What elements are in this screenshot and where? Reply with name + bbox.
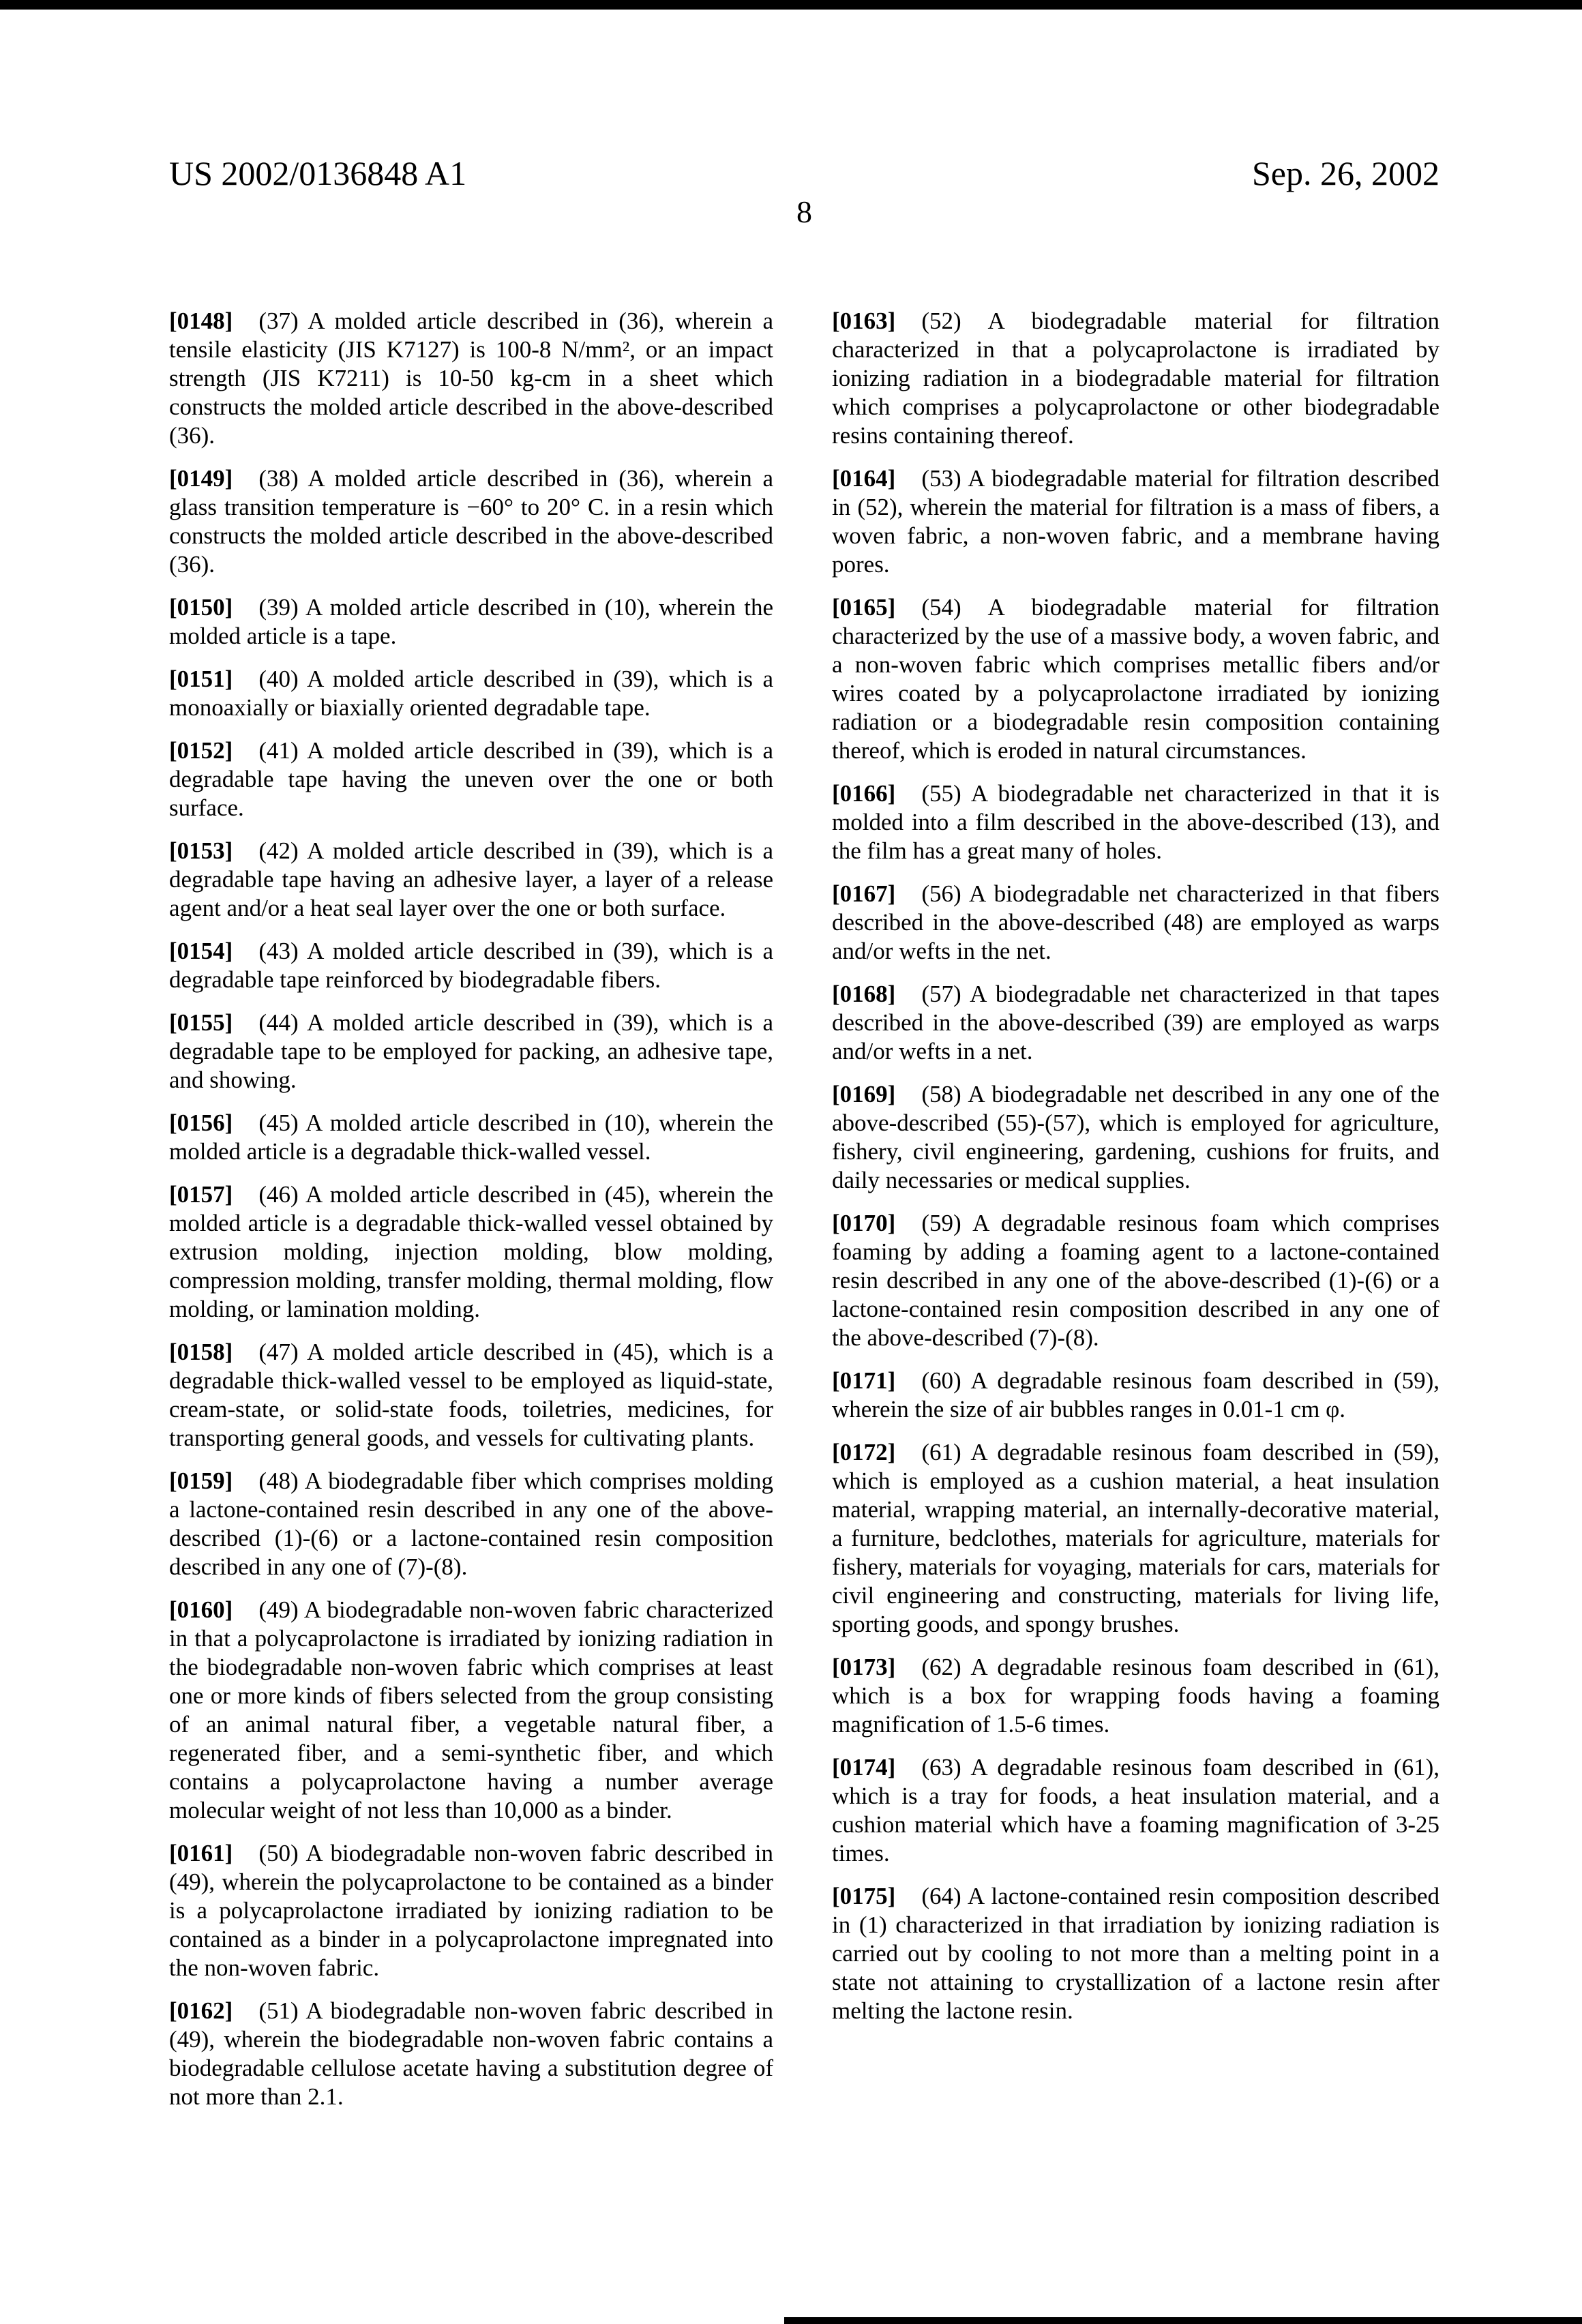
paragraph-number: [0165] — [832, 594, 896, 621]
paragraph-number: [0168] — [832, 981, 896, 1007]
page-number: 8 — [796, 194, 812, 229]
paragraph-text: (60) A degradable resinous foam described in (59), wherein the size of air bubbles ranges in 0.01-1 cm φ. — [832, 1367, 1439, 1422]
paragraph-number: [0171] — [832, 1367, 896, 1394]
paragraph-text: (43) A molded article described in (39), which is a degradable tape reinforced by biodegradable fibers. — [169, 938, 773, 993]
paragraph — [832, 779, 1439, 865]
paragraph-text: (47) A molded article described in (45), which is a degradable thick-walled vessel to be employed as liquid-state, cream-state, or solid-state foods, toiletries, medicines, for transporting general goods, and vessels for cultivating plants. — [169, 1339, 773, 1451]
scan-artifact-bottom — [784, 2317, 1582, 2324]
publication-date: Sep. 26, 2002 — [1252, 154, 1439, 192]
paragraph-number: [0167] — [832, 880, 896, 907]
paragraph — [832, 980, 1439, 1066]
paragraph — [169, 1997, 773, 2111]
paragraph — [169, 1596, 773, 1825]
paragraph — [832, 1438, 1439, 1639]
paragraph — [832, 1367, 1439, 1424]
paragraph-number: [0173] — [832, 1654, 896, 1680]
paragraph-text: (39) A molded article described in (10), wherein the molded article is a tape. — [169, 594, 773, 649]
paragraph-number: [0159] — [169, 1468, 233, 1494]
paragraph — [832, 1653, 1439, 1739]
paragraph-text: (56) A biodegradable net characterized in that fibers described in the above-described (48) are employed as warps and/or wefts in the net. — [832, 880, 1439, 964]
paragraph-number: [0156] — [169, 1109, 233, 1136]
paragraph — [832, 880, 1439, 966]
paragraph — [832, 1753, 1439, 1868]
paragraph-text: (45) A molded article described in (10), wherein the molded article is a degradable thick-walled vessel. — [169, 1109, 773, 1165]
paragraph — [169, 1109, 773, 1166]
paragraph — [832, 593, 1439, 765]
paragraph-number: [0161] — [169, 1840, 233, 1866]
paragraph-text: (53) A biodegradable material for filtration described in (52), wherein the material for filtration is a mass of fibers, a woven fabric, a non-woven fabric, and a membrane having pores. — [832, 465, 1439, 578]
patent-number: US 2002/0136848 A1 — [169, 154, 467, 192]
paragraph-number: [0149] — [169, 465, 233, 492]
paragraph-text: (61) A degradable resinous foam described in (59), which is employed as a cushion material, a heat insulation material, wrapping material, an internally-decorative material, a furniture, bedclothes, materials for agriculture, materials for fishery, materials for voyaging, materials for cars, materials for civil engineering and constructing, materials for living life, sporting goods, and spongy brushes. — [832, 1439, 1439, 1637]
paragraph-text: (42) A molded article described in (39), which is a degradable tape having an adhesive layer, a layer of a release agent and/or a heat seal layer over the one or both surface. — [169, 837, 773, 921]
paragraph — [169, 1338, 773, 1452]
paragraph-text: (49) A biodegradable non-woven fabric characterized in that a polycaprolactone is irradiated by ionizing radiation in the biodegradable non-woven fabric which comprises at least one or more kinds of fibers selected from the group consisting of an animal natural fiber, a vegetable natural fiber, a regenerated fiber, and a semi-synthetic fiber, and which contains a polycaprolactone having a number average molecular weight of not less than 10,000 as a binder. — [169, 1596, 773, 1823]
paragraph-number: [0150] — [169, 594, 233, 621]
right-column — [832, 307, 1439, 2126]
paragraph-text: (55) A biodegradable net characterized in that it is molded into a film described in the above-described (13), and the film has a great many of holes. — [832, 780, 1439, 864]
paragraph-text: (62) A degradable resinous foam described in (61), which is a box for wrapping foods having a foaming magnification of 1.5-6 times. — [832, 1654, 1439, 1738]
paragraph-text: (59) A degradable resinous foam which comprises foaming by adding a foaming agent to a lactone-contained resin described in any one of the above-described (1)-(6) or a lactone-contained resin composition described in any one of the above-described (7)-(8). — [832, 1210, 1439, 1351]
paragraph-number: [0166] — [832, 780, 896, 807]
paragraph-text: (51) A biodegradable non-woven fabric described in (49), wherein the biodegradable non-woven fabric contains a biodegradable cellulose acetate having a substitution degree of not more than 2.1. — [169, 1997, 773, 2110]
paragraph — [169, 837, 773, 923]
paragraph — [169, 1839, 773, 1982]
paragraph — [169, 593, 773, 651]
paragraph-number: [0158] — [169, 1339, 233, 1365]
paragraph — [832, 307, 1439, 450]
paragraph-number: [0172] — [832, 1439, 896, 1465]
paragraph-number: [0175] — [832, 1883, 896, 1909]
paragraph-text: (63) A degradable resinous foam described in (61), which is a tray for foods, a heat insulation material, and a cushion material which have a foaming magnification of 3-25 times. — [832, 1754, 1439, 1866]
paragraph-text: (40) A molded article described in (39), which is a monoaxially or biaxially oriented degradable tape. — [169, 666, 773, 721]
paragraph — [169, 665, 773, 722]
paragraph — [169, 736, 773, 822]
paragraph-text: (57) A biodegradable net characterized in that tapes described in the above-described (39) are employed as warps and/or wefts in a net. — [832, 981, 1439, 1064]
paragraph-text: (52) A biodegradable material for filtration characterized in that a polycaprolactone is irradiated by ionizing radiation in a biodegradable material for filtration which comprises a polycaprolactone or other biodegradable resins containing thereof. — [832, 308, 1439, 449]
paragraph-text: (41) A molded article described in (39), which is a degradable tape having the uneven over the one or both surface. — [169, 737, 773, 821]
paragraph-text: (48) A biodegradable fiber which comprises molding a lactone-contained resin described in any one of the above-described (1)-(6) or a lactone-contained resin composition described in any one of (7)-(8). — [169, 1468, 773, 1580]
paragraph-text: (58) A biodegradable net described in any one of the above-described (55)-(57), which is employed for agriculture, fishery, civil engineering, gardening, cushions for fruits, and daily necessaries or medical supplies. — [832, 1081, 1439, 1193]
paragraph-number: [0148] — [169, 308, 233, 334]
paragraph-number: [0169] — [832, 1081, 896, 1107]
paragraph-number: [0163] — [832, 308, 896, 334]
paragraph-number: [0151] — [169, 666, 233, 692]
paragraph-text: (64) A lactone-contained resin composition described in (1) characterized in that irradiation by ionizing radiation is carried out by cooling to not more than a melting point in a state not attaining to crystallization of a lactone resin after melting the lactone resin. — [832, 1883, 1439, 2024]
paragraph — [169, 1180, 773, 1324]
paragraph-text: (46) A molded article described in (45), wherein the molded article is a degradable thick-walled vessel obtained by extrusion molding, injection molding, blow molding, compression molding, transfer molding, thermal molding, flow molding, or lamination molding. — [169, 1181, 773, 1322]
paragraph-number: [0162] — [169, 1997, 233, 2024]
paragraph-number: [0155] — [169, 1009, 233, 1036]
scan-artifact-top — [0, 0, 1582, 10]
left-column — [169, 307, 773, 2126]
paragraph-number: [0157] — [169, 1181, 233, 1208]
paragraph — [832, 464, 1439, 579]
paragraph — [832, 1080, 1439, 1195]
paragraph — [832, 1209, 1439, 1352]
paragraph — [169, 937, 773, 994]
page-header — [169, 154, 1439, 192]
paragraph — [169, 1009, 773, 1094]
paragraph-number: [0153] — [169, 837, 233, 864]
paragraph-text: (38) A molded article described in (36), wherein a glass transition temperature is −60° to 20° C. in a resin which constructs the molded article described in the above-described (36). — [169, 465, 773, 578]
paragraph-number: [0152] — [169, 737, 233, 764]
paragraph-text: (50) A biodegradable non-woven fabric described in (49), wherein the polycaprolactone to be contained as a binder is a polycaprolactone irradiated by ionizing radiation to be contained as a binder in a polycaprolactone impregnated into the non-woven fabric. — [169, 1840, 773, 1981]
paragraph — [169, 464, 773, 579]
paragraph-number: [0154] — [169, 938, 233, 964]
paragraph-text: (54) A biodegradable material for filtration characterized by the use of a massive body, a woven fabric, and a non-woven fabric which comprises metallic fibers and/or wires coated by a polycaprolactone irradiated by ionizing radiation or a biodegradable resin composition containing thereof, which is eroded in natural circumstances. — [832, 594, 1439, 764]
paragraph — [169, 1467, 773, 1581]
paragraph-text: (37) A molded article described in (36), wherein a tensile elasticity (JIS K7127) is 100-8 N/mm², or an impact strength (JIS K7211) is 10-50 kg-cm in a sheet which constructs the molded article described in the above-described (36). — [169, 308, 773, 449]
paragraph-number: [0164] — [832, 465, 896, 492]
paragraph-number: [0174] — [832, 1754, 896, 1781]
body-columns — [169, 307, 1439, 2126]
paragraph-text: (44) A molded article described in (39), which is a degradable tape to be employed for packing, an adhesive tape, and showing. — [169, 1009, 773, 1093]
paragraph-number: [0160] — [169, 1596, 233, 1623]
paragraph — [832, 1882, 1439, 2025]
paragraph-number: [0170] — [832, 1210, 896, 1236]
paragraph — [169, 307, 773, 450]
